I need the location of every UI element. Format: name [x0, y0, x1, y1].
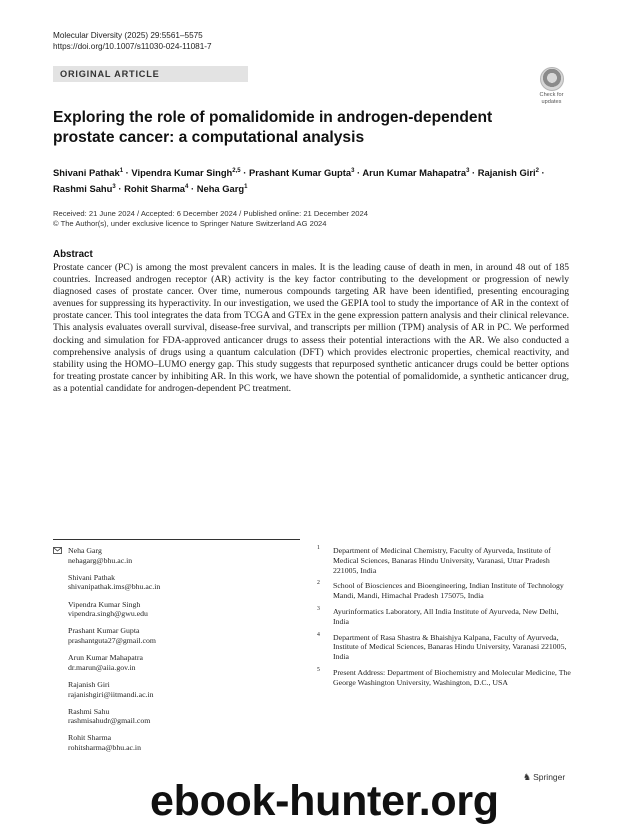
contact-item	[68, 707, 160, 726]
affiliation-item	[315, 633, 575, 662]
author-affil: 2	[535, 168, 539, 174]
affiliation-number: 4	[317, 631, 320, 638]
footnote-divider	[53, 539, 300, 540]
journal-doi[interactable]: https://doi.org/10.1007/s11030-024-11081-7	[53, 42, 212, 51]
author-list: Shivani Pathak$^1$ · Vipendra Kumar Singh$^{2,5}$ · Prashant Kumar Gupta$^3$ · Arun Kumar Mahapatra$^3$ · Rajanish Giri$^2$ · Rashmi Sahu$^3$ · Rohit Sharma$^4$ · Neha Garg$^1$	[53, 167, 545, 195]
check-for-updates-line2: updates	[541, 99, 562, 105]
contact-item	[68, 626, 160, 645]
abstract-text: Prostate cancer (PC) is among the most prevalent cancers in males. It is the leading cause of death in men, in around 48 out of 185 countries. Increased androgen receptor (AR) activity is the key factor contributing to the development or progression of newly diagnosed cases of prostate cancer. Over time, numerous compounds targeting AR have been identified, presenting encouraging avenues for suppressing its hyperactivity. In our investigation, we used the GEPIA tool to study the importance of AR in the context of prostate cancer. This tool integrates the data from TCGA and GTEx in the gene expression pattern analysis and their clinical relevance. This analysis evaluates overall survival, disease-free survival, and transcripts per million (TPM) analysis of AR in PC. We performed docking and simulation for FDA-approved anticancer drugs to assess their potential interactions with the AR. We also conducted a comprehensive analysis of drugs using a quantum calculation (DFT) which provides electronic properties, chemical reactivity, and stability using the HOMO–LUMO energy gap. This study suggests that repurposed synthetic anticancer drugs could be better options for treating prostate cancer by inhibiting AR. In this work, we have shown the potential of pomalidomide, a synthetic anticancer drug, as a potential candidate for androgen-dependent PC treatment.	[53, 262, 569, 394]
author-name[interactable]: Rashmi Sahu	[53, 183, 113, 195]
history-dates: Received: 21 June 2024 / Accepted: 6 December 2024 / Published online: 21 December 2024	[53, 209, 368, 218]
journal-header	[53, 30, 212, 52]
contact-item	[68, 573, 160, 592]
affiliation-text: Present Address: Department of Biochemistry and Molecular Medicine, The George Washington University, Washington, D.C., USA	[333, 667, 571, 687]
watermark: ebook-hunter.org	[150, 777, 499, 825]
journal-citation: Molecular Diversity (2025) 29:5561–5575	[53, 31, 203, 40]
affiliation-text: School of Biosciences and Bioengineering, Indian Institute of Technology Mandi, Mandi, Himachal Pradesh 175075, India	[333, 581, 564, 601]
publisher-name: Springer	[533, 772, 566, 782]
affiliation-item	[315, 581, 575, 601]
author-name[interactable]: Rohit Sharma	[124, 183, 186, 195]
contact-email[interactable]: rashmisahudr@gmail.com	[68, 716, 151, 726]
affiliation-item	[315, 607, 575, 627]
contact-name: Neha Garg	[68, 546, 102, 555]
contact-email[interactable]: shivanipathak.ims@bhu.ac.in	[68, 582, 161, 592]
contact-email[interactable]: prashantguta27@gmail.com	[68, 635, 156, 645]
contact-name: Rashmi Sahu	[68, 706, 110, 716]
author-name[interactable]: Arun Kumar Mahapatra	[362, 167, 467, 179]
author-affil: 1	[119, 168, 124, 174]
affiliation-number: 3	[317, 605, 320, 612]
contact-email[interactable]: nehagarg@bhu.ac.in	[68, 555, 133, 565]
contact-name: Arun Kumar Mahapatra	[68, 653, 143, 663]
affiliation-number: 2	[317, 580, 320, 587]
springer-horse-icon: ♞	[523, 772, 532, 782]
contact-name: Prashant Kumar Gupta	[68, 626, 140, 636]
article-type-banner: ORIGINAL ARTICLE	[53, 66, 248, 82]
envelope-icon	[53, 547, 62, 554]
contact-name: Rajanish Giri	[68, 679, 110, 689]
contact-email[interactable]: vipendra.singh@gwu.edu	[68, 609, 148, 619]
copyright-line: © The Author(s), under exclusive licence to Springer Nature Switzerland AG 2024	[53, 219, 327, 228]
author-affil: 3	[351, 168, 355, 174]
check-for-updates-line1: Check for	[539, 92, 564, 98]
contact-name: Vipendra Kumar Singh	[68, 599, 141, 609]
author-affil: 3	[112, 184, 116, 191]
article-title: Exploring the role of pomalidomide in androgen-dependent prostate cancer: a computational analysis	[53, 109, 493, 146]
author-name[interactable]: Shivani Pathak	[53, 167, 120, 179]
affiliation-item	[315, 546, 575, 575]
publication-dates	[53, 209, 368, 229]
contact-item	[68, 680, 160, 699]
contact-name: Shivani Pathak	[68, 572, 115, 582]
contact-email[interactable]: dr.marun@aiia.gov.in	[68, 662, 136, 672]
affiliation-text: Department of Medicinal Chemistry, Faculty of Ayurveda, Institute of Medical Sciences, Banaras Hindu University, Varanasi, Uttar Pradesh 221005, India	[333, 546, 551, 575]
author-affil: 4	[185, 184, 189, 191]
author-affil: 3	[466, 168, 470, 174]
abstract-heading: Abstract	[53, 249, 93, 260]
contact-email[interactable]: rohitsharma@bhu.ac.in	[68, 743, 142, 753]
affiliation-text: Ayurinformatics Laboratory, All India Institute of Ayurveda, New Delhi, India	[333, 606, 559, 626]
author-name[interactable]: Neha Garg	[196, 183, 245, 195]
contact-item	[68, 546, 160, 565]
contact-list	[68, 546, 160, 760]
contact-name: Rohit Sharma	[68, 733, 112, 743]
affiliation-list	[315, 546, 575, 694]
contact-item	[68, 653, 160, 672]
contact-item	[68, 733, 160, 752]
contact-item	[68, 600, 160, 619]
affiliation-number: 5	[317, 666, 320, 673]
contact-email[interactable]: rajanishgiri@iitmandi.ac.in	[68, 689, 154, 699]
author-name[interactable]: Rajanish Giri	[477, 167, 536, 179]
author-name[interactable]: Prashant Kumar Gupta	[248, 167, 352, 179]
check-for-updates-icon	[540, 67, 564, 91]
author-affil: 1	[244, 184, 248, 191]
affiliation-item	[315, 668, 575, 688]
affiliation-text: Department of Rasa Shastra & Bhaishjya Kalpana, Faculty of Ayurveda, Institute of Medical Sciences, Banaras Hindu University, Varanasi 221005, India	[333, 632, 567, 662]
affiliation-number: 1	[317, 545, 320, 551]
check-for-updates-badge[interactable]	[537, 67, 566, 105]
author-name[interactable]: Vipendra Kumar Singh	[131, 167, 233, 179]
author-affil: 2,5	[232, 168, 241, 174]
